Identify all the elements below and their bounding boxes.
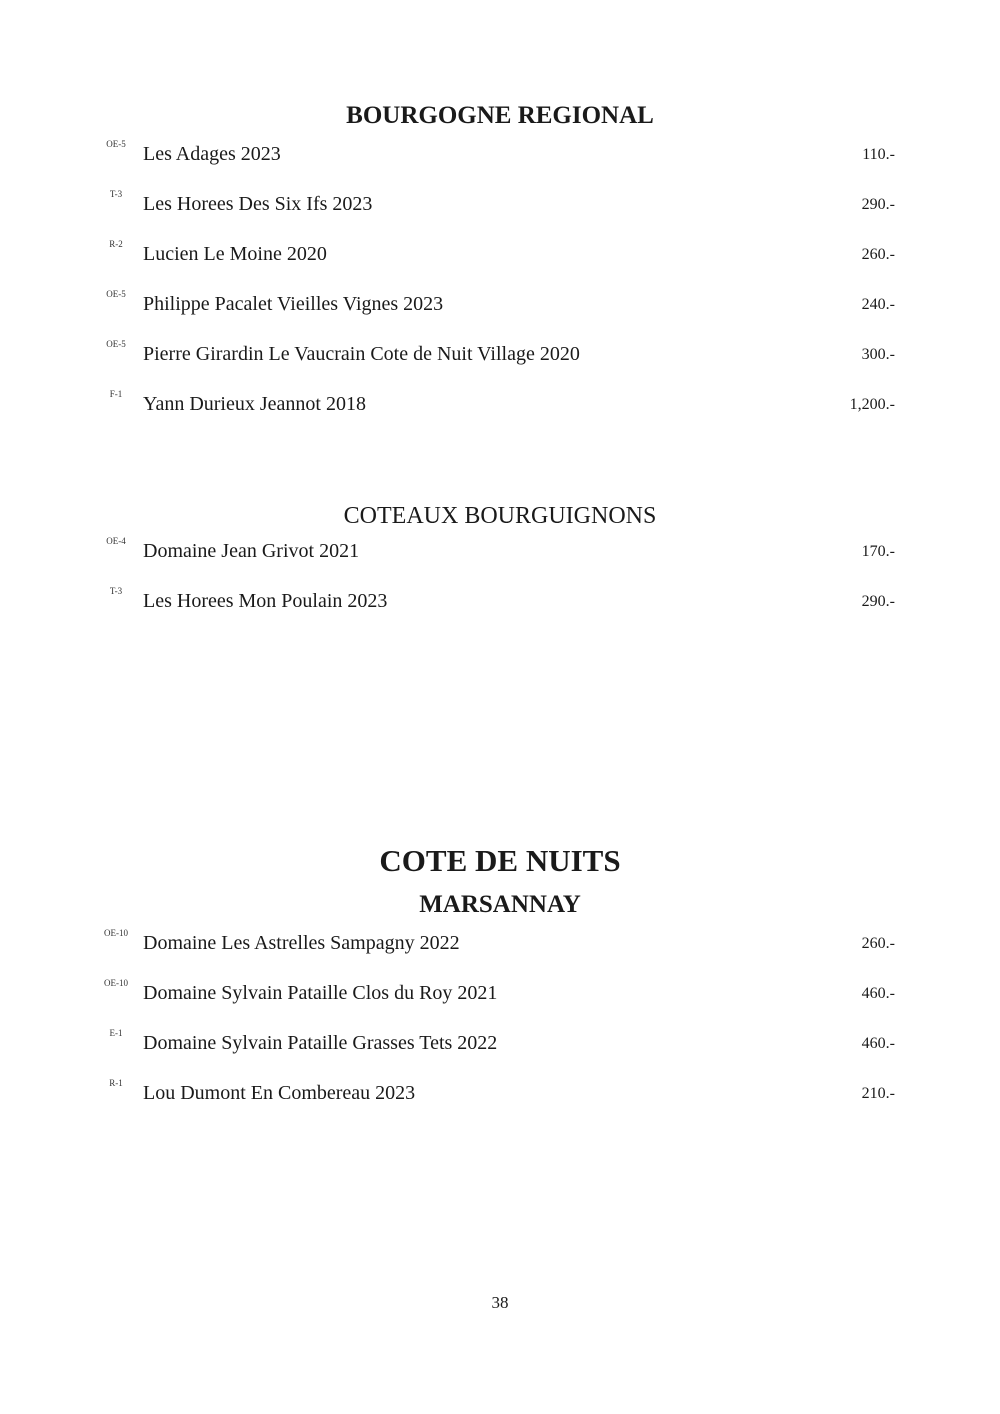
cellar-code: OE-10 xyxy=(104,928,128,938)
wine-name: Yann Durieux Jeannot 2018 xyxy=(143,393,366,415)
wine-row xyxy=(0,289,1000,318)
cellar-code: OE-5 xyxy=(106,339,126,349)
cellar-code: R-2 xyxy=(109,239,123,249)
cellar-code: OE-5 xyxy=(106,139,126,149)
wine-row xyxy=(0,1028,1000,1057)
wine-price: 1,200.- xyxy=(849,396,895,413)
wine-row xyxy=(0,139,1000,168)
wine-row xyxy=(0,928,1000,957)
wine-price: 170.- xyxy=(861,543,895,560)
section-title-bourgogne-regional: BOURGOGNE REGIONAL xyxy=(346,102,654,129)
cellar-code: OE-10 xyxy=(104,978,128,988)
wine-price: 300.- xyxy=(861,346,895,363)
wine-name: Les Adages 2023 xyxy=(143,143,281,165)
wine-price: 460.- xyxy=(861,1035,895,1052)
wine-price: 240.- xyxy=(861,296,895,313)
wine-price: 110.- xyxy=(862,146,895,163)
wine-price: 210.- xyxy=(861,1085,895,1102)
wine-row xyxy=(0,339,1000,368)
page-number: 38 xyxy=(491,1293,509,1312)
wine-row xyxy=(0,586,1000,615)
cellar-code: OE-4 xyxy=(106,536,126,546)
cellar-code: E-1 xyxy=(109,1028,123,1038)
cellar-code: R-1 xyxy=(109,1078,123,1088)
section-title-marsannay: MARSANNAY xyxy=(419,891,581,918)
wine-row xyxy=(0,189,1000,218)
wine-price: 460.- xyxy=(861,985,895,1002)
wine-name: Domaine Sylvain Pataille Clos du Roy 2021 xyxy=(143,982,498,1004)
wine-row xyxy=(0,978,1000,1007)
wine-name: Les Horees Mon Poulain 2023 xyxy=(143,590,388,612)
cellar-code: OE-5 xyxy=(106,289,126,299)
wine-price: 290.- xyxy=(861,593,895,610)
wine-name: Domaine Jean Grivot 2021 xyxy=(143,540,360,562)
wine-name: Domaine Les Astrelles Sampagny 2022 xyxy=(143,932,460,954)
cellar-code: T-3 xyxy=(109,586,123,596)
wine-name: Lucien Le Moine 2020 xyxy=(143,243,327,265)
wine-price: 260.- xyxy=(861,935,895,952)
wine-name: Les Horees Des Six Ifs 2023 xyxy=(143,193,373,215)
cellar-code: T-3 xyxy=(109,189,123,199)
wine-price: 290.- xyxy=(861,196,895,213)
wine-row xyxy=(0,536,1000,565)
region-title-cote-de-nuits: COTE DE NUITS xyxy=(379,843,621,878)
wine-row xyxy=(0,389,1000,418)
wine-row xyxy=(0,1078,1000,1107)
cellar-code: F-1 xyxy=(109,389,123,399)
wine-price: 260.- xyxy=(861,246,895,263)
wine-row xyxy=(0,239,1000,268)
section-title-coteaux-bourguignons: COTEAUX BOURGUIGNONS xyxy=(343,503,657,529)
wine-name: Philippe Pacalet Vieilles Vignes 2023 xyxy=(143,293,444,315)
wine-name: Pierre Girardin Le Vaucrain Cote de Nuit Village 2020 xyxy=(143,343,580,365)
wine-name: Domaine Sylvain Pataille Grasses Tets 2022 xyxy=(143,1032,498,1054)
wine-name: Lou Dumont En Combereau 2023 xyxy=(143,1082,416,1104)
